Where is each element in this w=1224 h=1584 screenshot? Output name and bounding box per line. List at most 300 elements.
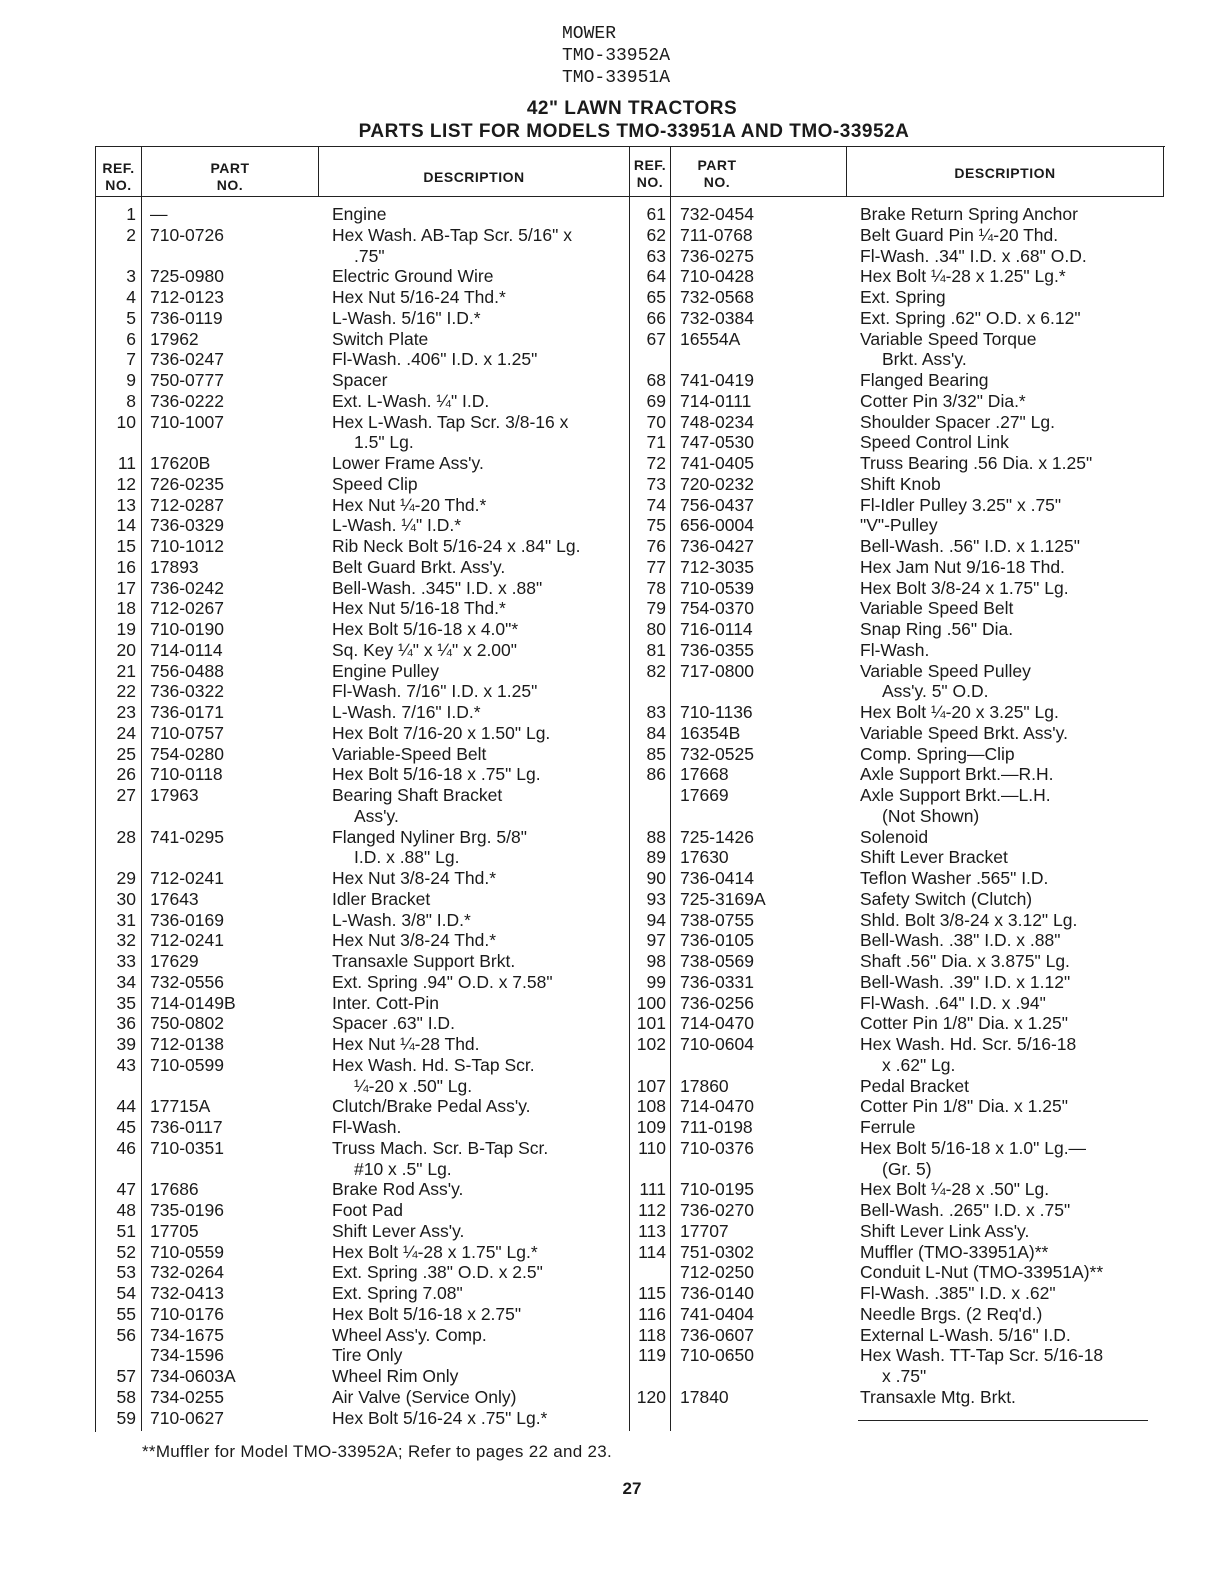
table-row-ref: 16 — [116, 556, 136, 577]
table-row-ref: 12 — [116, 473, 136, 494]
table-row-description: Hex Bolt ¼-28 x .50" Lg. — [860, 1179, 1050, 1200]
table-row-description: L-Wash. 7/16" I.D.* — [332, 702, 481, 722]
table-row-part-number: 732-0413 — [150, 1283, 224, 1303]
table-row-description: L-Wash. 3/8" I.D.* — [332, 909, 471, 930]
table-row-description: Pedal Bracket — [860, 1075, 969, 1096]
table-row-ref: 24 — [116, 722, 136, 743]
table-row-description: Bearing Shaft Bracket — [332, 785, 503, 805]
table-bottom-rule — [858, 1420, 1148, 1421]
table-row-ref: 80 — [646, 619, 666, 639]
table-row-part-number: 725-0980 — [150, 266, 224, 287]
table-row-ref: 64 — [646, 266, 666, 287]
table-row-part-number: 712-0241 — [150, 930, 224, 951]
table-row-part-number: 710-0428 — [680, 266, 754, 287]
table-row-description: Brkt. Ass'y. — [882, 349, 967, 370]
table-row-description: Spacer — [332, 370, 388, 390]
column-header-ref-left: REF. NO. — [102, 160, 135, 193]
table-row-description: #10 x .5" Lg. — [354, 1158, 452, 1179]
table-row-ref: 1 — [126, 204, 136, 224]
table-row-description: L-Wash. ¼" I.D.* — [332, 515, 462, 536]
table-row-description: Variable Speed Belt — [860, 598, 1014, 619]
table-row-part-number: 17629 — [150, 951, 199, 971]
table-row-description: Ass'y. — [354, 805, 399, 826]
table-row-description: Brake Rod Ass'y. — [332, 1179, 464, 1200]
table-row-part-number: 17840 — [680, 1386, 729, 1407]
table-row-description: Engine Pulley — [332, 660, 440, 681]
table-row-part-number: 736-0329 — [150, 515, 224, 536]
table-row-ref: 67 — [646, 328, 666, 349]
table-row-description: Electric Ground Wire — [332, 266, 494, 287]
table-row-part-number: 751-0302 — [680, 1241, 754, 1262]
table-row-description: Hex Wash. AB-Tap Scr. 5/16" x — [332, 224, 572, 245]
table-row-part-number: 17860 — [680, 1075, 729, 1096]
table-row-part-number: 736-0247 — [150, 349, 224, 370]
table-row-part-number: 712-0138 — [150, 1034, 224, 1054]
table-row-part-number: 17893 — [150, 556, 199, 577]
table-row-ref: 46 — [116, 1137, 136, 1158]
table-row-ref: 79 — [646, 598, 666, 619]
table-row-description: Truss Mach. Scr. B-Tap Scr. — [332, 1137, 549, 1158]
table-row-ref: 93 — [646, 888, 666, 909]
table-row-part-number: 710-0757 — [150, 722, 224, 743]
table-row-part-number: 712-3035 — [680, 556, 754, 577]
table-row-description: Hex Nut 5/16-18 Thd.* — [332, 598, 506, 619]
table-row-description: Brake Return Spring Anchor — [860, 204, 1078, 224]
table-row-ref: 30 — [116, 888, 136, 909]
table-row-part-number: 725-1426 — [680, 826, 754, 847]
table-row-description: Hex Wash. Hd. Scr. 5/16-18 — [860, 1034, 1077, 1054]
table-row-part-number: 736-0105 — [680, 930, 754, 951]
table-row-description: Belt Guard Pin ¼-20 Thd. — [860, 224, 1059, 245]
table-row-part-number: 732-0454 — [680, 204, 754, 224]
col-divider — [141, 146, 142, 1431]
table-row-part-number: 738-0569 — [680, 951, 754, 971]
table-row-ref: 34 — [116, 971, 136, 992]
table-row-part-number: 736-0275 — [680, 245, 754, 266]
table-row-description: Wheel Ass'y. Comp. — [332, 1324, 487, 1345]
table-row-description: Bell-Wash. .56" I.D. x 1.125" — [860, 536, 1080, 556]
table-row-part-number: 736-0427 — [680, 536, 754, 556]
table-row-description: Fl-Wash. .385" I.D. x .62" — [860, 1283, 1056, 1303]
table-row-part-number: 756-0488 — [150, 660, 224, 681]
table-row-part-number: 750-0777 — [150, 370, 224, 390]
table-row-part-number: 736-0256 — [680, 992, 754, 1013]
table-row-part-number: 734-1596 — [150, 1345, 224, 1366]
table-row-part-number: 17963 — [150, 785, 199, 805]
table-row-description: Shld. Bolt 3/8-24 x 3.12" Lg. — [860, 909, 1078, 930]
table-row-part-number: 17705 — [150, 1220, 199, 1241]
table-row-part-number: 710-0604 — [680, 1034, 754, 1054]
table-row-part-number: 717-0800 — [680, 660, 754, 681]
table-row-ref: 102 — [636, 1034, 666, 1054]
table-row-ref: 2 — [126, 224, 136, 245]
table-row-part-number: 710-0195 — [680, 1179, 754, 1200]
table-row-description: Hex Bolt 5/16-18 x .75" Lg. — [332, 764, 541, 785]
table-row-part-number: 710-0376 — [680, 1137, 754, 1158]
table-row-ref: 7 — [126, 349, 136, 370]
table-row-part-number: 17620B — [150, 453, 211, 473]
table-row-description: Wheel Rim Only — [332, 1366, 459, 1386]
table-row-part-number: 736-0270 — [680, 1200, 754, 1220]
table-row-part-number: 732-0264 — [150, 1262, 224, 1283]
table-row-description: .75" — [354, 245, 385, 266]
table-row-description: Muffler (TMO-33951A)** — [860, 1241, 1049, 1262]
table-row-part-number: 736-0169 — [150, 909, 224, 930]
table-row-part-number: 756-0437 — [680, 494, 754, 515]
column-header-ref-right: REF. NO. — [633, 157, 667, 190]
column-header-desc-right: DESCRIPTION — [954, 165, 1056, 181]
table-row-ref: 20 — [116, 639, 136, 660]
table-row-description: Speed Control Link — [860, 432, 1009, 453]
table-row-ref: 74 — [646, 494, 666, 515]
table-row-ref: 10 — [116, 411, 136, 432]
table-row-description: Conduit L-Nut (TMO-33951A)** — [860, 1262, 1104, 1283]
table-row-ref: 98 — [646, 951, 666, 971]
table-row-description: Fl-Wash. .34" I.D. x .68" O.D. — [860, 245, 1087, 266]
table-row-ref: 48 — [116, 1200, 136, 1220]
table-row-part-number: 712-0241 — [150, 868, 224, 888]
table-row-description: Idler Bracket — [332, 888, 431, 909]
table-row-part-number: 710-0559 — [150, 1241, 224, 1262]
table-row-description: Fl-Idler Pulley 3.25" x .75" — [860, 494, 1062, 515]
table-row-ref: 75 — [646, 515, 666, 536]
table-row-ref: 62 — [646, 224, 666, 245]
table-row-part-number: 710-0726 — [150, 224, 224, 245]
table-row-ref: 21 — [116, 660, 136, 681]
table-row-part-number: 656-0004 — [680, 515, 754, 536]
table-row-description: Solenoid — [860, 826, 929, 847]
table-row-part-number: 710-0539 — [680, 577, 754, 598]
table-row-part-number: 736-0331 — [680, 971, 754, 992]
col-divider — [670, 146, 671, 1431]
table-row-part-number: 710-0351 — [150, 1137, 224, 1158]
table-row-ref: 94 — [646, 909, 666, 930]
table-row-ref: 53 — [116, 1262, 136, 1283]
table-row-description: Hex Wash. TT-Tap Scr. 5/16-18 — [860, 1345, 1104, 1366]
table-row-description: "V"-Pulley — [860, 515, 938, 536]
table-row-description: Hex Bolt ¼-20 x 3.25" Lg. — [860, 702, 1059, 722]
table-row-description: Bell-Wash. .345" I.D. x .88" — [332, 577, 543, 598]
table-row-ref: 73 — [646, 473, 666, 494]
table-row-description: Hex Wash. Hd. S-Tap Scr. — [332, 1054, 535, 1075]
table-row-part-number: 726-0235 — [150, 473, 224, 494]
footnote: **Muffler for Model TMO-33952A; Refer to pages 22 and 23. — [142, 1442, 613, 1461]
table-row-part-number: 714-0149B — [150, 992, 236, 1013]
table-row-part-number: 732-0568 — [680, 287, 754, 307]
table-row-part-number: 710-0176 — [150, 1303, 224, 1324]
table-row-ref: 25 — [116, 743, 136, 764]
table-row-description: Flanged Nyliner Brg. 5/8" — [332, 826, 527, 847]
table-row-part-number: 17715A — [150, 1096, 211, 1117]
table-row-description: Fl-Wash. .64" I.D. x .94" — [860, 992, 1046, 1013]
table-row-part-number: 747-0530 — [680, 432, 754, 453]
table-row-part-number: 736-0355 — [680, 639, 754, 660]
table-row-ref: 72 — [646, 453, 666, 473]
table-row-part-number: 16554A — [680, 328, 741, 349]
table-row-ref: 29 — [116, 868, 136, 888]
table-row-description: Fl-Wash. .406" I.D. x 1.25" — [332, 349, 538, 370]
table-row-ref: 97 — [646, 930, 666, 951]
table-row-description: Cotter Pin 1/8" Dia. x 1.25" — [860, 1096, 1068, 1117]
table-row-ref: 11 — [117, 453, 136, 473]
table-row-ref: 89 — [646, 847, 666, 868]
table-row-description: Hex Bolt 7/16-20 x 1.50" Lg. — [332, 722, 551, 743]
table-row-part-number: 741-0419 — [680, 370, 754, 390]
table-row-part-number: 732-0384 — [680, 307, 754, 328]
table-row-description: Ext. Spring .94" O.D. x 7.58" — [332, 971, 553, 992]
table-row-ref: 4 — [126, 287, 136, 307]
table-row-ref: 61 — [646, 204, 666, 224]
table-row-ref: 58 — [116, 1386, 136, 1407]
table-row-description: Transaxle Support Brkt. — [332, 951, 516, 971]
table-row-description: Shift Lever Ass'y. — [332, 1220, 465, 1241]
table-row-part-number: 16354B — [680, 722, 741, 743]
table-row-part-number: 17669 — [680, 785, 729, 805]
table-row-ref: 47 — [116, 1179, 136, 1200]
table-row-description: Hex Bolt 5/16-18 x 1.0" Lg.— — [860, 1137, 1087, 1158]
table-row-part-number: 748-0234 — [680, 411, 754, 432]
table-row-ref: 76 — [646, 536, 666, 556]
table-row-part-number: 736-0117 — [150, 1117, 223, 1137]
table-row-part-number: 17962 — [150, 328, 199, 349]
table-row-ref: 111 — [639, 1179, 666, 1200]
table-row-ref: 114 — [638, 1241, 666, 1262]
table-row-part-number: 710-1012 — [150, 536, 224, 556]
table-row-part-number: 736-0414 — [680, 868, 754, 888]
table-row-part-number: 736-0222 — [150, 390, 224, 411]
table-row-ref: 9 — [126, 370, 136, 390]
table-row-description: Safety Switch (Clutch) — [860, 888, 1033, 909]
table-row-part-number: 736-0607 — [680, 1324, 754, 1345]
table-row-ref: 27 — [116, 785, 136, 805]
table-row-description: Hex Bolt ¼-28 x 1.75" Lg.* — [332, 1241, 538, 1262]
table-row-part-number: 710-0650 — [680, 1345, 754, 1366]
table-row-description: Ext. Spring 7.08" — [332, 1283, 463, 1303]
table-row-part-number: 735-0196 — [150, 1200, 224, 1220]
table-row-description: Shift Knob — [860, 473, 941, 494]
table-row-part-number: 712-0287 — [150, 494, 224, 515]
header-model-2: TMO-33951A — [562, 68, 671, 88]
table-row-part-number: 734-0255 — [150, 1386, 224, 1407]
table-row-description: Shaft .56" Dia. x 3.875" Lg. — [860, 951, 1070, 971]
table-row-ref: 90 — [646, 868, 666, 888]
table-row-ref: 32 — [116, 930, 136, 951]
table-row-description: Tire Only — [332, 1345, 403, 1366]
table-row-ref: 22 — [116, 681, 136, 702]
table-row-ref: 118 — [638, 1324, 666, 1345]
table-row-part-number: 710-1007 — [150, 411, 224, 432]
table-row-description: Ext. Spring .38" O.D. x 2.5" — [332, 1262, 543, 1283]
table-row-part-number: 710-0599 — [150, 1054, 224, 1075]
table-row-ref: 3 — [126, 266, 136, 287]
table-row-part-number: 710-0118 — [150, 764, 223, 785]
table-row-description: Variable Speed Brkt. Ass'y. — [860, 722, 1068, 743]
table-row-part-number: 17686 — [150, 1179, 199, 1200]
table-row-ref: 81 — [646, 639, 666, 660]
table-row-part-number: 736-0140 — [680, 1283, 754, 1303]
table-row-description: I.D. x .88" Lg. — [354, 847, 460, 868]
table-row-ref: 13 — [116, 494, 136, 515]
table-row-ref: 115 — [638, 1283, 666, 1303]
table-row-description: Hex L-Wash. Tap Scr. 3/8-16 x — [332, 411, 569, 432]
table-row-ref: 99 — [646, 971, 666, 992]
table-row-part-number: 710-1136 — [680, 702, 753, 722]
table-row-ref: 78 — [646, 577, 666, 598]
table-row-part-number: — — [150, 204, 168, 224]
table-row-ref: 120 — [636, 1386, 666, 1407]
table-row-part-number: 750-0802 — [150, 1013, 224, 1034]
table-row-ref: 43 — [116, 1054, 136, 1075]
table-row-part-number: 741-0295 — [150, 826, 224, 847]
table-row-ref: 69 — [646, 390, 666, 411]
table-row-ref: 18 — [116, 598, 136, 619]
column-header-part-left: PART NO. — [210, 160, 250, 193]
table-row-ref: 59 — [116, 1407, 136, 1428]
table-row-description: Hex Bolt 5/16-24 x .75" Lg.* — [332, 1407, 548, 1428]
table-row-description: Hex Nut 3/8-24 Thd.* — [332, 868, 497, 888]
table-row-description: Air Valve (Service Only) — [332, 1386, 517, 1407]
table-row-part-number: 17630 — [680, 847, 729, 868]
table-row-description: Fl-Wash. — [860, 639, 930, 660]
table-row-description: Hex Bolt 3/8-24 x 1.75" Lg. — [860, 577, 1069, 598]
table-row-description: (Not Shown) — [882, 805, 980, 826]
table-row-part-number: 732-0525 — [680, 743, 754, 764]
table-row-part-number: 710-0627 — [150, 1407, 224, 1428]
table-row-description: Fl-Wash. 7/16" I.D. x 1.25" — [332, 681, 538, 702]
table-row-description: Clutch/Brake Pedal Ass'y. — [332, 1096, 531, 1117]
table-row-ref: 116 — [638, 1303, 666, 1324]
table-row-description: Transaxle Mtg. Brkt. — [860, 1386, 1016, 1407]
table-row-ref: 82 — [646, 660, 666, 681]
page-title: 42" LAWN TRACTORS — [526, 98, 738, 119]
table-row-description: x .75" — [882, 1366, 927, 1386]
table-row-part-number: 736-0322 — [150, 681, 224, 702]
table-row-ref: 65 — [646, 287, 666, 307]
page-subtitle: PARTS LIST FOR MODELS TMO-33951A AND TMO-33952A — [358, 121, 910, 142]
table-row-part-number: 714-0114 — [150, 639, 223, 660]
table-row-part-number: 712-0267 — [150, 598, 224, 619]
table-row-ref: 19 — [116, 619, 136, 639]
table-row-part-number: 732-0556 — [150, 971, 224, 992]
table-row-part-number: 734-1675 — [150, 1324, 224, 1345]
table-row-description: Hex Nut ¼-28 Thd. — [332, 1034, 480, 1054]
table-row-description: Bell-Wash. .265" I.D. x .75" — [860, 1200, 1071, 1220]
table-row-ref: 66 — [646, 307, 666, 328]
table-row-part-number: 714-0470 — [680, 1013, 754, 1034]
table-row-description: 1.5" Lg. — [354, 432, 414, 453]
table-row-ref: 108 — [636, 1096, 666, 1117]
table-row-ref: 23 — [116, 702, 136, 722]
table-row-ref: 112 — [638, 1200, 666, 1220]
table-row-ref: 85 — [646, 743, 666, 764]
table-row-ref: 107 — [636, 1075, 666, 1096]
table-row-ref: 36 — [116, 1013, 136, 1034]
table-row-ref: 8 — [126, 390, 136, 411]
table-row-part-number: 17643 — [150, 888, 199, 909]
table-row-ref: 100 — [636, 992, 666, 1013]
table-row-description: Ext. L-Wash. ¼" I.D. — [332, 390, 490, 411]
table-row-description: Switch Plate — [332, 328, 429, 349]
table-row-ref: 26 — [116, 764, 136, 785]
table-row-description: Belt Guard Brkt. Ass'y. — [332, 556, 506, 577]
table-row-description: Variable Speed Pulley — [860, 660, 1031, 681]
table-row-description: Teflon Washer .565" I.D. — [860, 868, 1049, 888]
table-row-description: Ext. Spring .62" O.D. x 6.12" — [860, 307, 1081, 328]
table-row-part-number: 741-0404 — [680, 1303, 754, 1324]
header-line-mower: MOWER — [562, 24, 617, 44]
table-row-part-number: 714-0470 — [680, 1096, 754, 1117]
table-row-description: Hex Bolt 5/16-18 x 4.0"* — [332, 619, 519, 639]
table-row-description: Variable-Speed Belt — [332, 743, 487, 764]
table-row-part-number: 17668 — [680, 764, 729, 785]
table-row-ref: 88 — [646, 826, 666, 847]
table-row-part-number: 712-0123 — [150, 287, 224, 307]
table-row-ref: 71 — [646, 432, 666, 453]
table-row-description: Hex Bolt 5/16-18 x 2.75" — [332, 1303, 522, 1324]
table-row-description: Hex Nut 3/8-24 Thd.* — [332, 930, 497, 951]
table-row-ref: 113 — [638, 1220, 666, 1241]
table-row-ref: 68 — [646, 370, 666, 390]
table-row-part-number: 738-0755 — [680, 909, 754, 930]
table-row-ref: 83 — [646, 702, 666, 722]
column-header-desc-left: DESCRIPTION — [423, 169, 525, 185]
table-row-description: Needle Brgs. (2 Req'd.) — [860, 1303, 1043, 1324]
table-row-ref: 5 — [126, 307, 136, 328]
table-row-ref: 15 — [116, 536, 136, 556]
table-row-ref: 70 — [646, 411, 666, 432]
table-row-description: Foot Pad — [332, 1200, 404, 1220]
table-row-description: Truss Bearing .56 Dia. x 1.25" — [860, 453, 1093, 473]
table-row-description: Hex Nut 5/16-24 Thd.* — [332, 287, 506, 307]
page-number: 27 — [622, 1479, 642, 1498]
table-row-description: Snap Ring .56" Dia. — [860, 619, 1014, 639]
table-row-description: Rib Neck Bolt 5/16-24 x .84" Lg. — [332, 536, 581, 556]
table-row-description: Shift Lever Link Ass'y. — [860, 1220, 1030, 1241]
table-row-ref: 119 — [638, 1345, 666, 1366]
table-row-ref: 63 — [646, 245, 666, 266]
table-row-description: Cotter Pin 1/8" Dia. x 1.25" — [860, 1013, 1068, 1034]
table-row-description: Inter. Cott-Pin — [332, 992, 439, 1013]
table-row-description: Lower Frame Ass'y. — [332, 453, 484, 473]
table-row-description: Speed Clip — [332, 473, 418, 494]
table-row-description: Shift Lever Bracket — [860, 847, 1008, 868]
table-row-part-number: 736-0171 — [150, 702, 224, 722]
table-row-ref: 101 — [636, 1013, 666, 1034]
table-row-part-number: 716-0114 — [680, 619, 753, 639]
table-row-ref: 14 — [116, 515, 136, 536]
table-row-description: ¼-20 x .50" Lg. — [354, 1075, 473, 1096]
table-row-ref: 109 — [636, 1117, 666, 1137]
table-row-ref: 6 — [126, 328, 136, 349]
table-row-part-number: 711-0768 — [680, 224, 753, 245]
column-header-part-right: PART NO. — [697, 157, 737, 190]
table-row-ref: 77 — [646, 556, 666, 577]
table-row-description: External L-Wash. 5/16" I.D. — [860, 1324, 1071, 1345]
table-row-description: Fl-Wash. — [332, 1117, 402, 1137]
table-row-description: Bell-Wash. .38" I.D. x .88" — [860, 930, 1061, 951]
table-row-part-number: 736-0242 — [150, 577, 224, 598]
table-row-ref: 56 — [116, 1324, 136, 1345]
table-row-description: Bell-Wash. .39" I.D. x 1.12" — [860, 971, 1071, 992]
table-row-part-number: 17707 — [680, 1220, 729, 1241]
table-row-description: L-Wash. 5/16" I.D.* — [332, 307, 481, 328]
table-row-description: Hex Jam Nut 9/16-18 Thd. — [860, 556, 1065, 577]
table-row-part-number: 714-0111 — [680, 390, 752, 411]
table-row-part-number: 711-0198 — [680, 1117, 753, 1137]
table-row-ref: 55 — [116, 1303, 136, 1324]
table-row-ref: 57 — [116, 1366, 136, 1386]
table-row-part-number: 736-0119 — [150, 307, 223, 328]
